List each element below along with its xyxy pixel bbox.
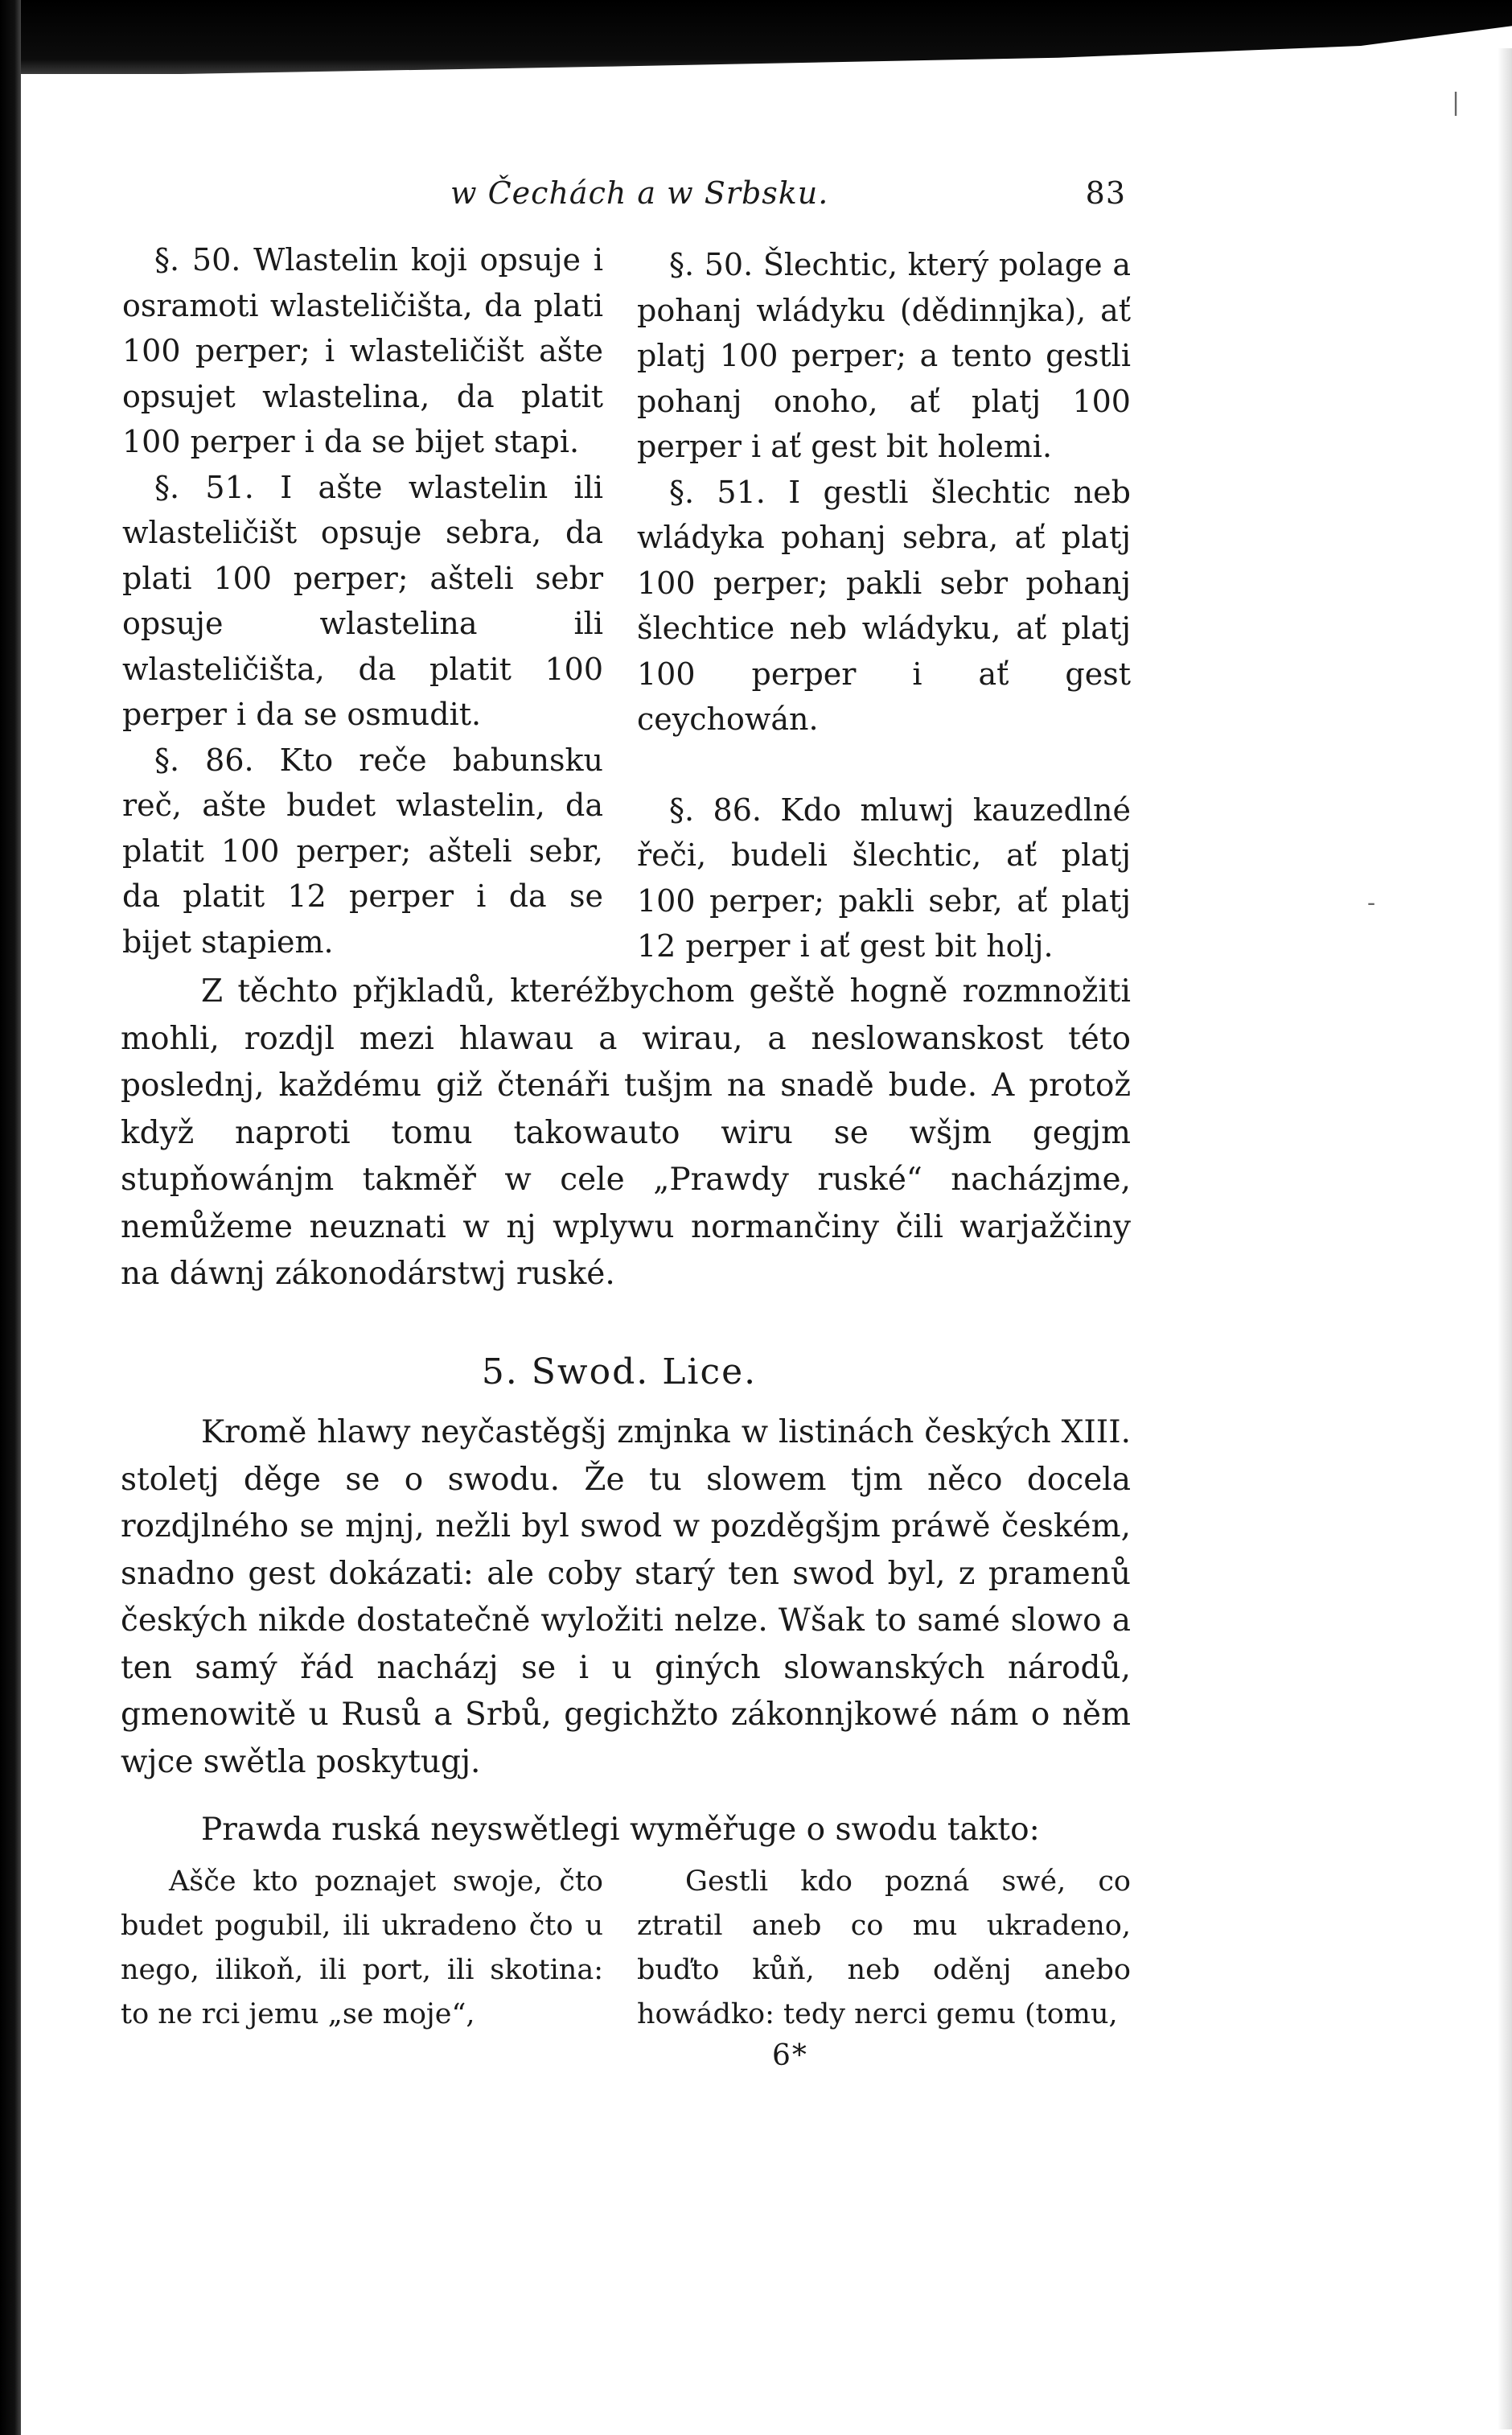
left-paragraph-51: §. 51. I ašte wlastelin ili wlasteličišt opsuje sebra, da plati 100 perper; ašteli sebr opsuje wlastelina ili wlasteličišta, da platit 100 perper i da se osmudit.	[122, 469, 603, 732]
right-paragraph-51: §. 51. I gestli šlechtic neb wládyka pohanj sebra, ať platj 100 perper; pakli sebr pohanj šlechtice neb wládyku, ať platj 100 perper i ať gest ceychowán.	[637, 474, 1131, 737]
quote-text: Ašče kto poznajet swoje, čto budet pogubil, ili ukradeno čto u nego, ilikoň, ili port, ili skotina: to ne rci jemu „se moje“,	[121, 1865, 603, 2030]
running-head: w Čechách a w Srbsku.	[450, 175, 829, 211]
body-paragraph-comparison	[121, 969, 1131, 1298]
quote-text: Gestli kdo pozná swé, co ztratil aneb co mu ukradeno, buďto kůň, neb oděnj anebo howádko: tedy nerci gemu (tomu,	[637, 1865, 1131, 2030]
margin-mark: |	[1452, 88, 1461, 117]
quote-left-column	[121, 1860, 603, 2037]
margin-mark: -	[1367, 889, 1376, 917]
paragraph-text: Z těchto přjkladů, kteréžbychom geště hogně rozmnožiti mohli, rozdjl mezi hlawau a wirau, a neslowanskost této poslednj, každému giž čtenáři tušjm na snadě bude. A protož když naproti tomu takowauto wiru se wšjm gegjm stupňowánjm takměř w cele „Prawdy ruské“ nacházjme, nemůžeme neuznati w nj wplywu normančiny čili warjažčiny na dáwnj zákonodárstwj ruské.	[121, 973, 1131, 1292]
page-number: 83	[1085, 175, 1126, 211]
paragraph-text: Prawda ruská neyswětlegi wyměřuge o swodu takto:	[201, 1812, 1040, 1848]
left-column-serbian-text	[122, 237, 603, 965]
quote-right-column	[637, 1860, 1131, 2037]
page-header	[450, 175, 1126, 224]
column-gap	[637, 742, 1131, 788]
right-paragraph-86: §. 86. Kdo mluwj kauzedlné řeči, budeli šlechtic, ať platj 100 perper; pakli sebr, ať platj 12 perper i ať gest bit holj.	[637, 792, 1131, 964]
section-heading: 5. Swod. Lice.	[481, 1351, 758, 1392]
left-paragraph-50: §. 50. Wlastelin koji opsuje i osramoti wlasteličišta, da plati 100 perper; i wlasteličišt ašte opsujet wlastelina, da platit 100 perper i da se bijet stapi.	[122, 242, 603, 459]
body-paragraph-swod	[121, 1409, 1131, 1786]
right-column-czech-translation	[637, 242, 1131, 969]
body-paragraph-prawda	[121, 1807, 1131, 1854]
paragraph-text: Kromě hlawy neyčastěgšj zmjnka w listinách českých XIII. stoletj děge se o swodu. Že tu slowem tjm něco docela rozdjlného se mjnj, nežli byl swod w pozděgšjm práwě českém, snadno gest dokázati: ale coby starý ten swod byl, z pramenů českých nikde dostatečně wyložiti nelze. Wšak to samé slowo a ten samý řád nacházj se i u giných slowanských národů, gmenowitě u Rusů a Srbů, gegichžto zákonnjkowé nám o něm wjce swětla poskytugj.	[121, 1414, 1131, 1780]
right-paragraph-50: §. 50. Šlechtic, který polage a pohanj wládyku (dědinnjka), ať platj 100 perper; a tento gestli pohanj onoho, ať platj 100 perper i ať gest bit holemi.	[637, 247, 1131, 464]
left-paragraph-86: §. 86. Kto reče babunsku reč, ašte budet wlastelin, da platit 100 perper; ašteli sebr, da platit 12 perper i da se bijet stapiem.	[122, 742, 603, 960]
signature-mark: 6*	[772, 2039, 808, 2072]
